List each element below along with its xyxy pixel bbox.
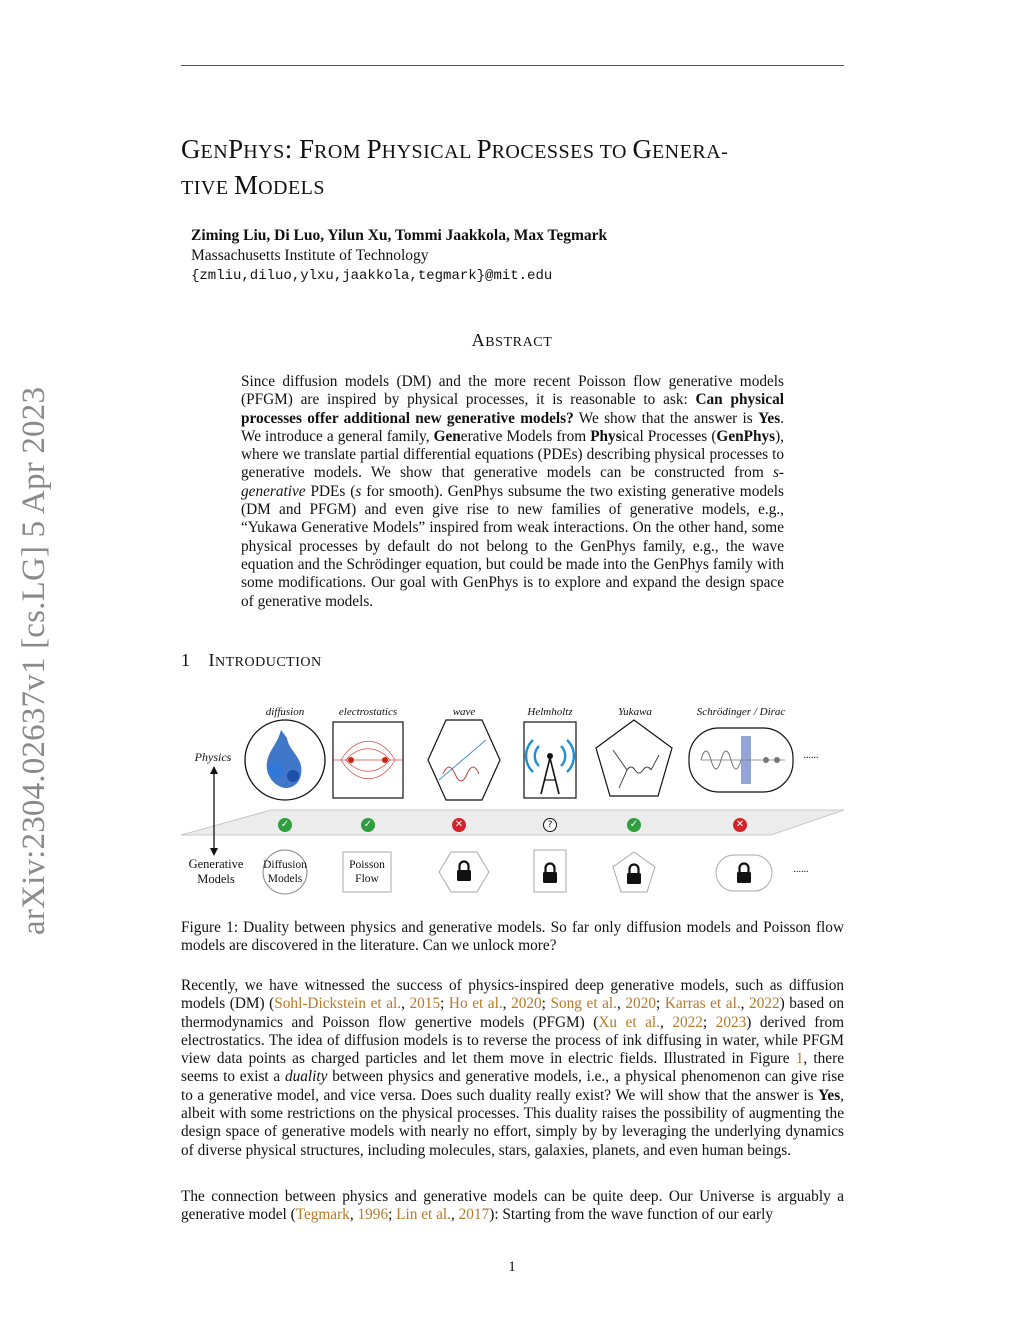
generative-models-label: Generative Models — [188, 857, 244, 886]
physics-label: Physics — [194, 750, 232, 764]
lock-icons — [457, 862, 751, 885]
title-line-2: TIVE MODELS — [181, 170, 326, 200]
abstract-text: Since diffusion models (DM) and the more recent Poisson flow generative models (PFGM) are inspired by physical processes, it is reasonable to ask: Can physical processes offer additional new generative models? We show that the answer is Yes. We introduce a general family, Generative Models from Physical Processes (GenPhys), where we translate partial differential equations (PDEs) describing physical processes to generative models. We show that generative models can be constructed from s-generative PDEs (s for smooth). GenPhys subsume the two existing generative models (DM and PFGM) and even give rise to new families of generative models, e.g., “Yukawa Generative Models” inspired from weak interactions. On the other hand, some physical processes by default do not belong to the GenPhys family, e.g., the wave equation and the Schrödinger equation, but could be made into the GenPhys family with some modifications. Our goal with GenPhys is to explore and expand the design space of generative models. — [241, 373, 784, 610]
arrow-head-up — [210, 766, 218, 774]
label-schrodinger: Schrödinger / Dirac — [696, 706, 786, 718]
poisson-flow-label: Poisson Flow — [349, 859, 385, 885]
label-electrostatics: electrostatics — [338, 706, 398, 718]
paper-title — [181, 133, 851, 205]
arxiv-identifier: arXiv:2304.02637v1 [cs.LG] 5 Apr 2023 — [16, 386, 52, 935]
intro-paragraph-2: The connection between physics and generative models can be quite deep. Our Universe is arguably a generative model (Tegmark, 1996; Lin et al., 2017): Starting from the wave function of our early — [181, 1188, 844, 1224]
figure-caption: Figure 1: Duality between physics and generative models. So far only diffusion models and Poisson flow models are discovered in the literature. Can we unlock more? — [181, 919, 844, 955]
title-line-1: GENPHYS: FROM PHYSICAL PROCESSES TO GENERA- — [181, 134, 729, 164]
author-email[interactable]: {zmliu,diluo,ylxu,jaakkola,tegmark}@mit.edu — [191, 268, 553, 284]
diffusion-models-label: Diffusion Models — [263, 859, 307, 885]
check-icon: ✓ — [278, 818, 292, 832]
abstract-heading: ABSTRACT — [471, 330, 553, 350]
label-wave: wave — [452, 706, 476, 718]
author-names: Ziming Liu, Di Luo, Yilun Xu, Tommi Jaakkola, Max Tegmark — [191, 227, 608, 244]
intro-paragraph-1: Recently, we have witnessed the success of physics-inspired deep generative models, such as diffusion models (DM) (Sohl-Dickstein et al., 2015; Ho et al., 2020; Song et al., 2020; Karras et al., 2022) based on thermodynamics and Poisson flow genertive models (PFGM) (Xu et al., 2022; 2023) derived from electrostatics. The idea of diffusion models is to reverse the process of ink diffusing in water, while PFGM view data points as charged particles and let them move in electric fields. Illustrated in Figure 1, there seems to exist a duality between physics and generative models, i.e., a physical phenomenon can give rise to a generative model, and vice versa. Does such duality really exist? We will show that the answer is Yes, albeit with some restrictions on the physical processes. This duality raises the possibility of augmenting the design space of generative models with nearly no effort, simply by by leveraging the underlying dynamics of diverse physical structures, including molecules, stars, galaxies, planets, and even human beings. — [181, 977, 845, 1159]
wave-shape — [428, 720, 500, 800]
page-number: 1 — [508, 1259, 516, 1275]
models-ellipsis: ...... — [793, 864, 809, 875]
cross-icon: ✕ — [452, 818, 466, 832]
cross-icon: ✕ — [733, 818, 747, 832]
question-icon: ? — [543, 818, 557, 832]
check-icon: ✓ — [361, 818, 375, 832]
arrow-head-down — [210, 848, 218, 856]
author-block — [191, 226, 607, 286]
label-diffusion: diffusion — [265, 706, 305, 718]
check-icon: ✓ — [627, 818, 641, 832]
section-heading: 1 INTRODUCTION — [181, 650, 322, 670]
affiliation: Massachusetts Institute of Technology — [191, 247, 429, 264]
electrostatics-shape — [333, 722, 403, 798]
label-yukawa: Yukawa — [618, 706, 652, 718]
helmholtz-shape — [524, 722, 576, 798]
label-helmholtz: Helmholtz — [527, 706, 573, 718]
figure-1 — [181, 700, 844, 900]
top-rule — [181, 65, 844, 66]
yukawa-shape — [596, 720, 672, 796]
physics-ellipsis: ...... — [803, 750, 819, 761]
